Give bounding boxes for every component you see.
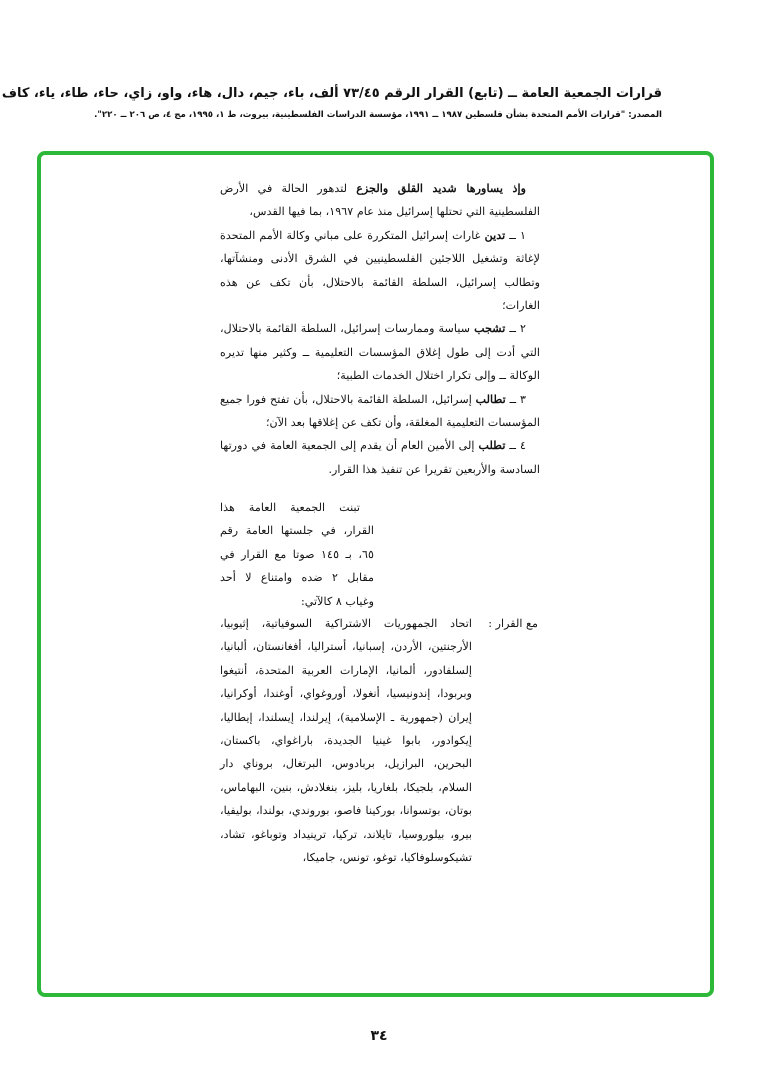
paragraph-3-text: إسرائيل، السلطة القائمة بالاحتلال، بأن تفتح فورا جميع المؤسسات التعليمية المغلقة، وأن تكف عن إغلاقها بعد الآن؛ — [220, 392, 540, 430]
resolution-body — [220, 177, 540, 481]
in-favour-list — [220, 612, 472, 869]
paragraph-4 — [220, 434, 540, 481]
document-title: قرارات الجمعية العامة ــ (تابع) القرار الرقم ٧٣/٤٥ ألف، باء، جيم، دال، هاء، واو، زاي، حاء، طاء، ياء، كاف — [1, 86, 662, 101]
preamble-bold: وإذ يساورها شديد القلق والجزع — [356, 181, 527, 195]
paragraph-4-number: ٤ ــ — [505, 439, 526, 453]
paragraph-4-text: إلى الأمين العام أن يقدم إلى الجمعية العامة في دورتها السادسة والأربعين تقريرا عن تنفيذ هذا القرار. — [220, 439, 540, 476]
paragraph-3-bold: تطالب — [475, 391, 506, 406]
in-favour-countries: اتحاد الجمهوريات الاشتراكية السوفياتية، إثيوبيا، الأرجنتين، الأردن، إسبانيا، أستراليا، أفغانستان، ألبانيا، إلسلفادور، ألمانيا، الإمارات العربية المتحدة، أنتيغوا وبربودا، إندونيسيا، أنغولا، أوروغواي، أوغندا، أوكرانيا، إيران (جمهورية ـ الإسلامية)، إيرلندا، إيسلندا، إيطاليا، إيكوادور، بابوا غينيا الجديدة، باراغواي، باكستان، البحرين، البرازيل، بربادوس، البرتغال، بروناي دار السلام، بلجيكا، بلغاريا، بليز، بنغلادش، بنين، البهاماس، بوتان، بوتسوانا، بوركينا فاصو، بوروندي، بولندا، بوليفيا، بيرو، بيلوروسيا، تايلاند، تركيا، ترينيداد وتوباغو، تشاد، تشيكوسلوفاكيا، توغو، تونس، جاميكا، — [220, 617, 472, 865]
paragraph-4-bold: تطلب — [478, 438, 506, 453]
vote-summary — [220, 496, 374, 613]
paragraph-1-bold: تدين — [484, 227, 506, 242]
paragraph-2-bold: تشجب — [474, 321, 506, 336]
paragraph-preamble — [220, 177, 540, 224]
page-number: ٣٤ — [370, 1028, 388, 1044]
in-favour-label: مع القرار : — [488, 617, 538, 630]
paragraph-3-number: ٣ ــ — [505, 392, 526, 406]
paragraph-1-number: ١ ــ — [505, 228, 526, 242]
document-source: المصدر: "قرارات الأمم المتحدة بشأن فلسطين ١٩٨٧ ــ ١٩٩١، مؤسسة الدراسات الفلسطينية، بيروت، ط ١، ١٩٩٥، مج ٤، ص ٢٠٦ ــ ٢٢٠". — [94, 110, 662, 120]
paragraph-1 — [220, 224, 540, 318]
vote-text: تبنت الجمعية العامة هذا القرار، في جلستها العامة رقم ٦٥، بـ ١٤٥ صوتا مع القرار في مقابل ٢ ضده وامتناع لا أحد وغياب ٨ كالآتي: — [220, 501, 375, 608]
paragraph-2-number: ٢ ــ — [505, 322, 527, 336]
paragraph-2-text: سياسة وممارسات إسرائيل، السلطة القائمة بالاحتلال، التي أدت إلى طول إغلاق المؤسسات التعليمية ــ وكثير منها تديره الوكالة ــ وإلى تكرار اختلال الخدمات الطبية؛ — [220, 322, 540, 383]
paragraph-3 — [220, 388, 540, 435]
paragraph-2 — [220, 317, 540, 387]
preamble-text: لتدهور الحالة في الأرض الفلسطينية التي تحتلها إسرائيل منذ عام ١٩٦٧، بما فيها القدس، — [220, 182, 540, 219]
paragraph-1-text: غارات إسرائيل المتكررة على مباني وكالة الأمم المتحدة لإغاثة وتشغيل اللاجئين الفلسطينيين في الشرق الأدنى ومنشآتها، وتطالب إسرائيل، السلطة القائمة بالاحتلال، بأن تكف عن هذه الغارات؛ — [220, 228, 540, 313]
